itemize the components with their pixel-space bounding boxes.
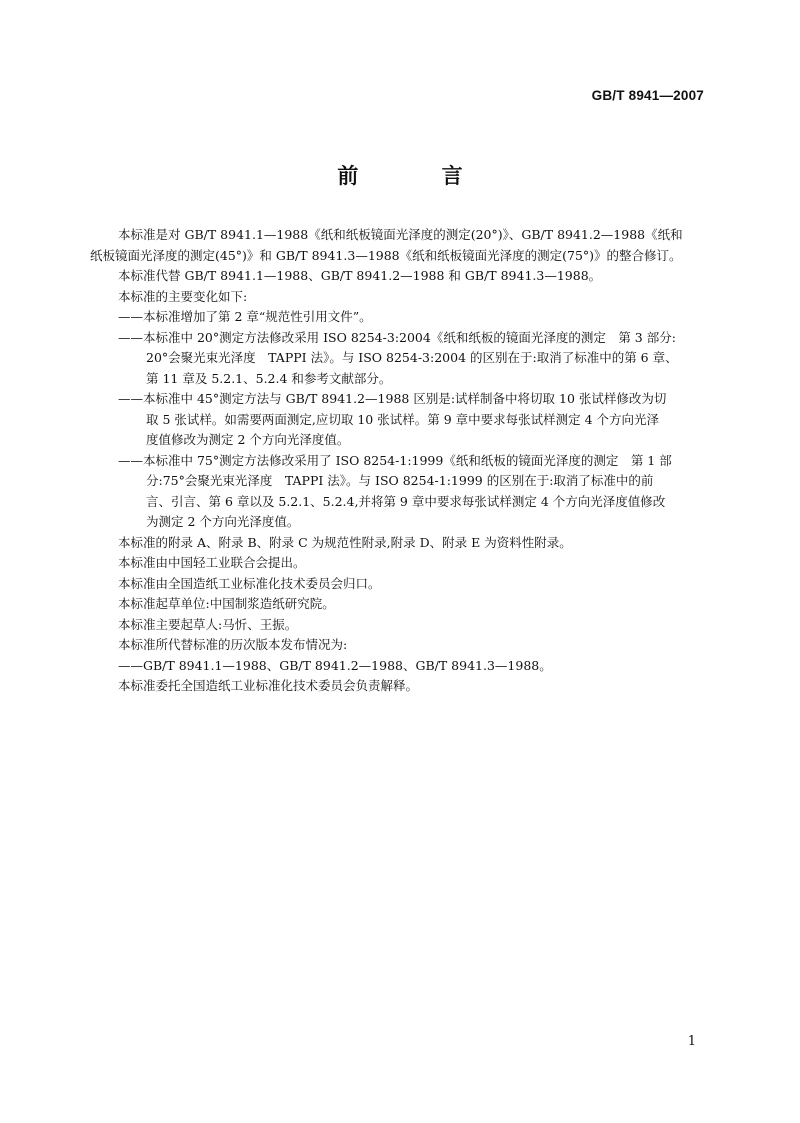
paragraph-drafters: 本标准主要起草人:马忻、王振。 — [118, 616, 298, 632]
dash-marker: —— — [118, 329, 143, 345]
paragraph-responsible-committee: 本标准由全国造纸工业标准化技术委员会归口。 — [118, 575, 381, 591]
text-line — [118, 451, 710, 472]
change-text: 本标准中 20°测定方法修改采用 ISO 8254-3:2004《纸和纸板的镜面光泽度的测定 第 3 部分: — [143, 329, 676, 345]
dash-marker: —— — [118, 391, 143, 406]
change-text: 本标准中 75°测定方法修改采用了 ISO 8254-1:1999《纸和纸板的镜面光泽度的测定 第 1 部 — [143, 452, 672, 468]
text-line: 度值修改为测定 2 个方向光泽度值。 — [146, 432, 350, 447]
dash-marker: —— — [118, 452, 143, 468]
text-line — [118, 389, 710, 410]
standard-code: GB/T 8941—2007 — [591, 88, 704, 103]
paragraph-interpretation: 本标准委托全国造纸工业标准化技术委员会负责解释。 — [118, 678, 419, 693]
page-title: 前 言 — [337, 164, 501, 188]
paragraph-drafting-unit: 本标准起草单位:中国制浆造纸研究院。 — [118, 596, 335, 611]
text-line: 纸板镜面光泽度的测定(45°)》和 GB/T 8941.3—1988《纸和纸板镜面光泽度的测定(75°)》的整合修订。 — [90, 247, 682, 263]
paragraph-changes-intro: 本标准的主要变化如下: — [118, 288, 248, 304]
change-item — [118, 328, 710, 390]
text-line: 本标准是对 GB/T 8941.1—1988《纸和纸板镜面光泽度的测定(20°)》、GB/T 8941.2—1988《纸和 — [118, 227, 683, 242]
history-text: GB/T 8941.1—1988、GB/T 8941.2—1988、GB/T 8941.3—1988。 — [143, 657, 552, 673]
foreword-body — [90, 225, 710, 697]
change-item — [118, 451, 710, 533]
change-item — [118, 389, 710, 451]
text-line — [118, 307, 710, 328]
dash-marker: —— — [118, 309, 143, 324]
paragraph-scope — [90, 225, 710, 266]
text-line: 20°会聚光束光泽度 TAPPI 法》。与 ISO 8254-3:2004 的区别在于:取消了标准中的第 6 章、 — [146, 350, 678, 365]
text-line: 分:75°会聚光束光泽度 TAPPI 法》。与 ISO 8254-1:1999 的区别在于:取消了标准中的前 — [146, 473, 654, 488]
change-text: 本标准中 45°测定方法与 GB/T 8941.2—1988 区别是:试样制备中将切取 10 张试样修改为切 — [143, 391, 667, 406]
text-line: 为测定 2 个方向光泽度值。 — [146, 514, 300, 529]
dash-marker: —— — [118, 657, 143, 673]
text-line: 取 5 张试样。如需要两面测定,应切取 10 张试样。第 9 章中要求每张试样测定 4 个方向光泽 — [146, 411, 660, 427]
history-item — [118, 656, 710, 677]
paragraph-history-intro: 本标准所代替标准的历次版本发布情况为: — [118, 637, 348, 652]
text-line: 第 11 章及 5.2.1、5.2.4 和参考文献部分。 — [146, 370, 392, 386]
change-text: 本标准增加了第 2 章“规范性引用文件”。 — [143, 309, 372, 324]
text-line — [118, 328, 710, 349]
paragraph-annexes: 本标准的附录 A、附录 B、附录 C 为规范性附录,附录 D、附录 E 为资料性附录。 — [118, 534, 572, 550]
page-number: 1 — [687, 1034, 696, 1049]
change-item — [118, 307, 710, 328]
paragraph-replaces: 本标准代替 GB/T 8941.1—1988、GB/T 8941.2—1988 和 GB/T 8941.3—1988。 — [118, 268, 602, 283]
text-line: 言、引言、第 6 章以及 5.2.1、5.2.4,并将第 9 章中要求每张试样测定 4 个方向光泽度值修改 — [146, 493, 666, 509]
paragraph-proposed-by: 本标准由中国轻工业联合会提出。 — [118, 555, 306, 570]
